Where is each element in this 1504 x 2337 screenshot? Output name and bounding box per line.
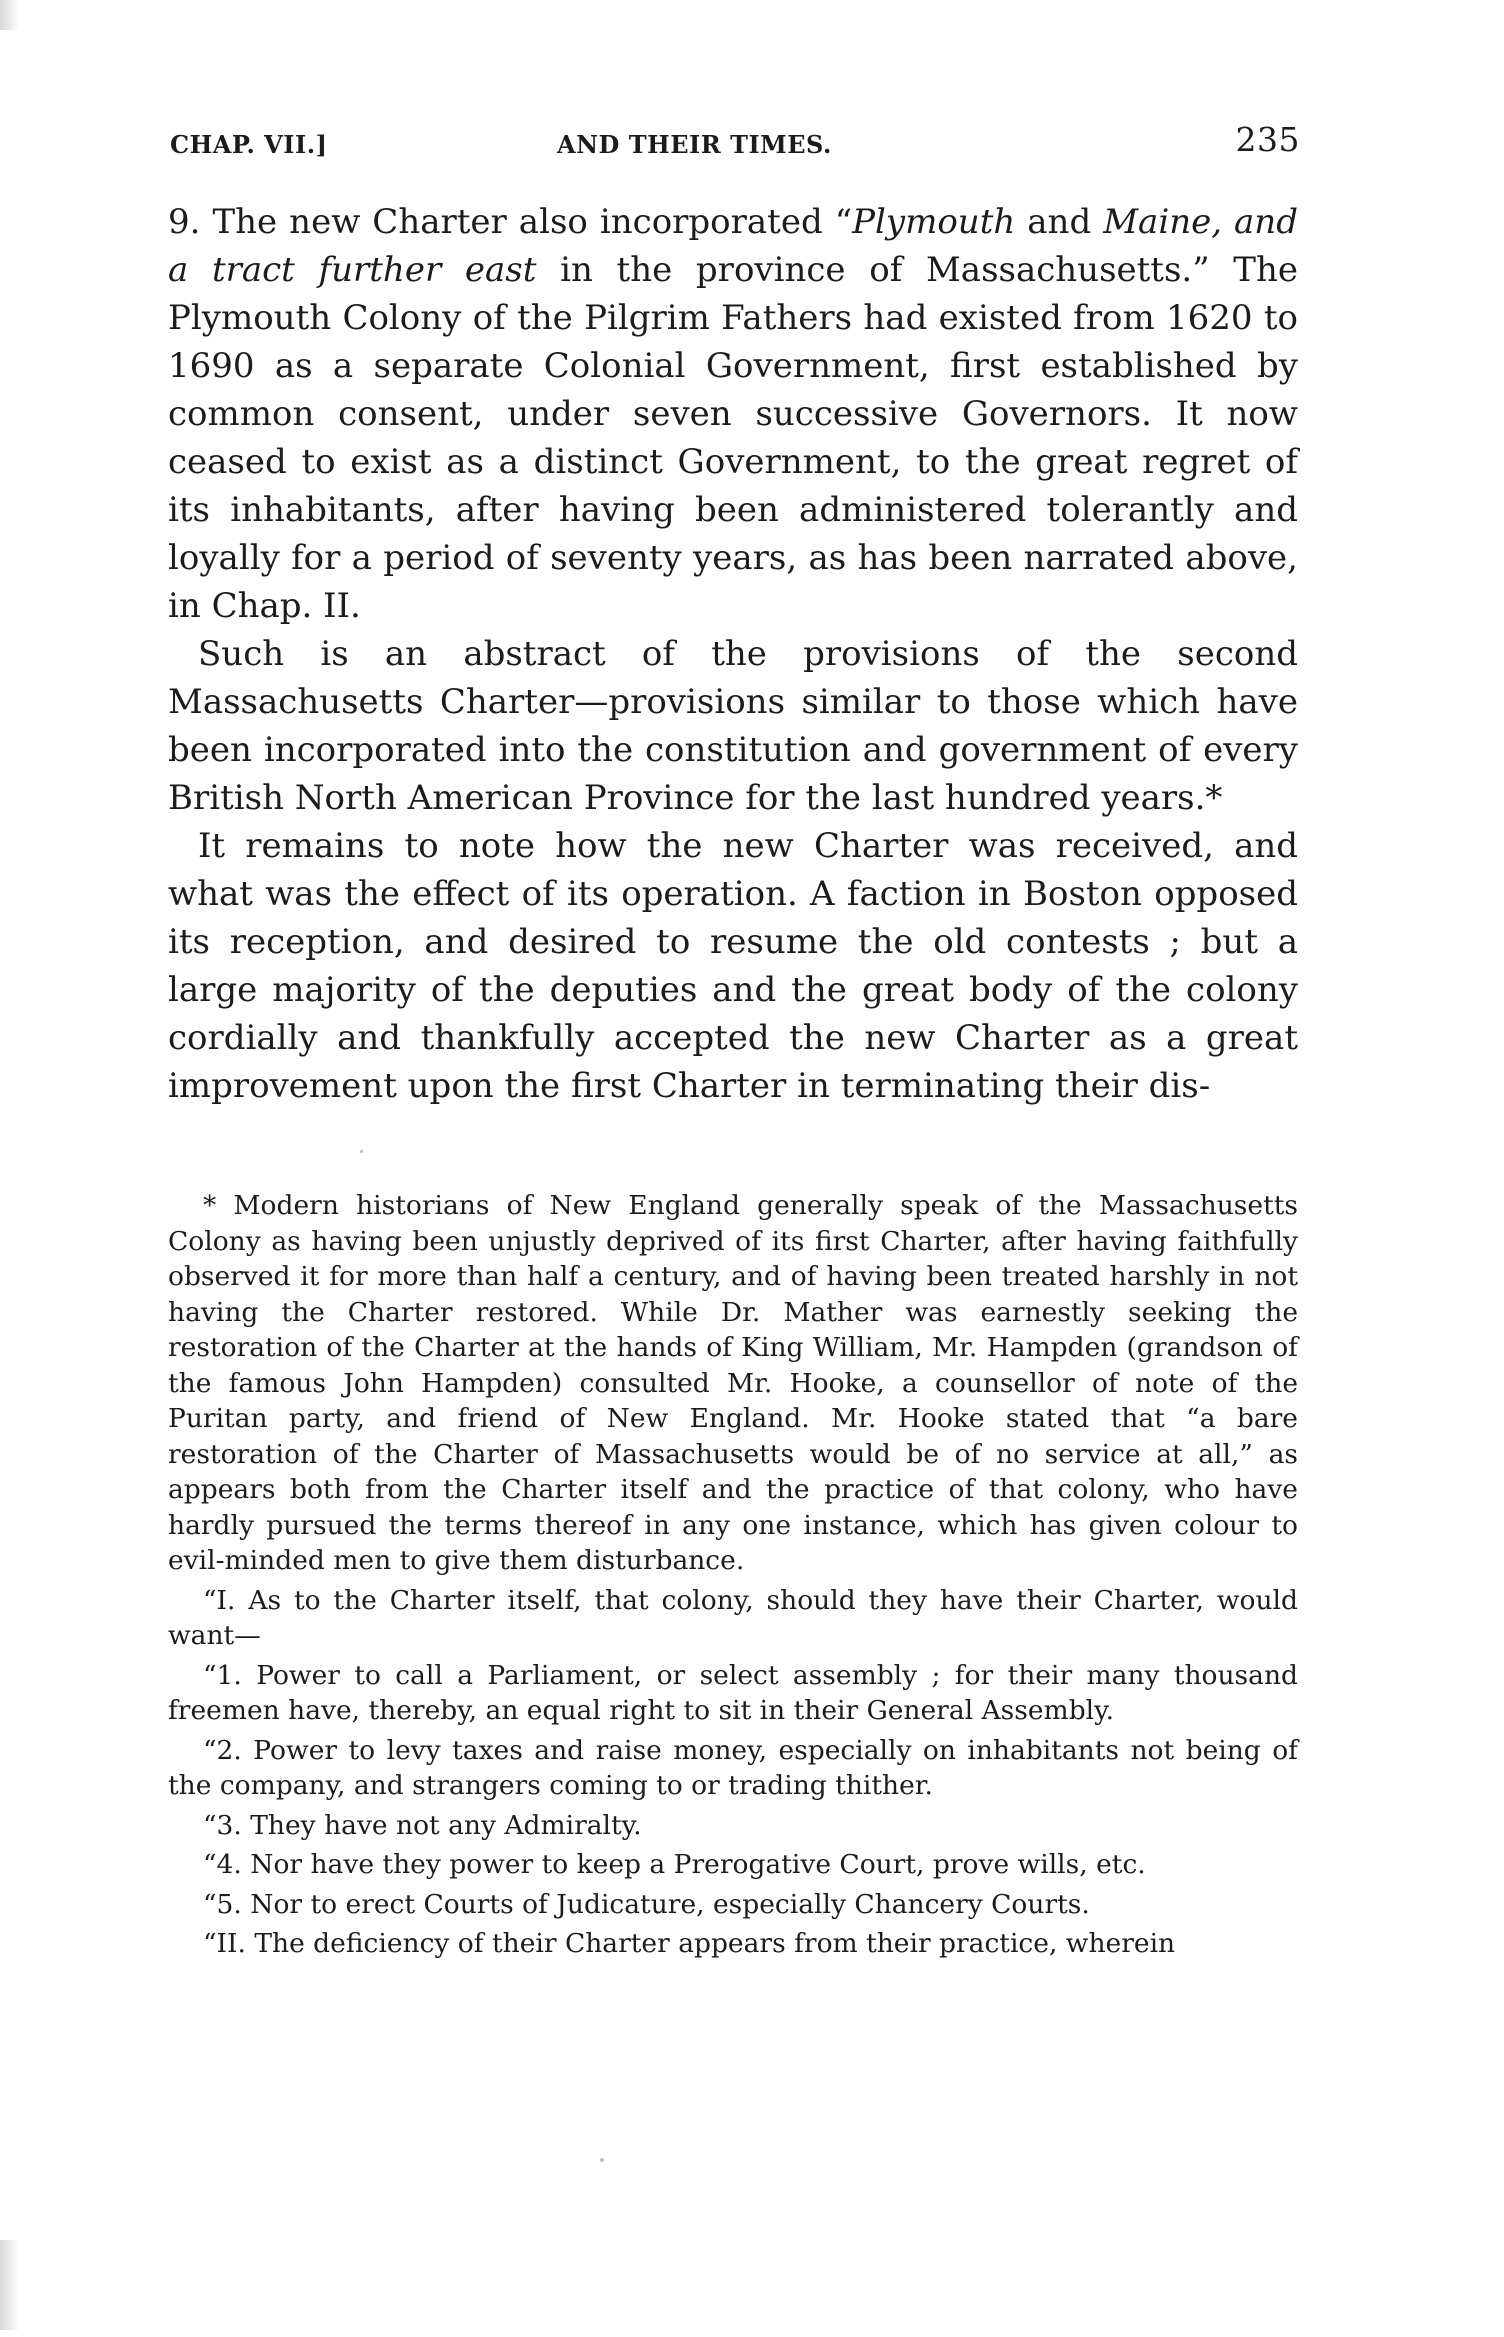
chapter-header: CHAP. VII.]: [170, 130, 328, 159]
running-header: [170, 120, 1300, 170]
running-title: AND THEIR TIMES.: [557, 130, 832, 159]
scan-edge-shadow: [0, 2240, 20, 2330]
footnote-item-2: “2. Power to levy taxes and raise money, especially on inhabitants not being of the company, and strangers coming to or trading thither.: [168, 1734, 1298, 1801]
footnote-item-3: “3. They have not any Admiralty.: [203, 1809, 642, 1841]
page-number: 235: [1235, 120, 1300, 159]
scan-edge-shadow: [0, 0, 20, 30]
paragraph-9-lead: 9. The new Charter also incorporated “: [168, 202, 853, 242]
paragraph-reception: It remains to note how the new Charter was received, and what was the effect of its operation. A faction in Boston opposed its reception, and desired to resume the old contests ; but a large majority of the deputies and the great body of the colony cordially and thankfully accepted the new Charter as a great improvement upon the first Charter in terminating their dis-: [168, 826, 1298, 1106]
footnote-main: * Modern historians of New England generally speak of the Massachusetts Colony as having been unjustly deprived of its first Charter, after having faithfully observed it for more than half a century, and of having been treated harshly in not having the Charter restored. While Dr. Mather was earnestly seeking the restoration of the Charter at the hands of King William, Mr. Hampden (grandson of the famous John Hampden) consulted Mr. Hooke, a counsellor of note of the Puritan party, and friend of New England. Mr. Hooke stated that “a bare restoration of the Charter of Massachusetts would be of no service at all,” as appears both from the Charter itself and the practice of that colony, who have hardly pursued the terms thereof in any one instance, which has given colour to evil-minded men to give them disturbance.: [168, 1190, 1298, 1576]
italic-maine-tract: Maine, and a tract further east: [168, 202, 1298, 290]
footnote-item-4: “4. Nor have they power to keep a Prerogative Court, prove wills, etc.: [203, 1849, 1146, 1880]
italic-plymouth: Plymouth: [852, 202, 1016, 242]
paragraph-9-rest: in the province of Massachusetts.” The Plymouth Colony of the Pilgrim Fathers had existed from 1620 to 1690 as a separate Colonial Government, first established by common consent, under seven successive Governors. It now ceased to exist as a distinct Government, to the great regret of its inhabitants, after having been administered tolerantly and loyally for a period of seventy years, as has been narrated above, in Chap. II.: [168, 250, 1298, 626]
footnote-item-5: “5. Nor to erect Courts of Judicature, especially Chancery Courts.: [203, 1888, 1090, 1920]
footnote-item-I: “I. As to the Charter itself, that colony, should they have their Charter, would want—: [168, 1584, 1298, 1651]
scan-speck: [360, 1150, 363, 1153]
scan-speck: [600, 2158, 604, 2162]
paragraph-abstract: Such is an abstract of the provisions of the second Massachusetts Charter—provisions similar to those which have been incorporated into the constitution and government of every British North American Province for the last hundred years.*: [168, 634, 1298, 818]
footnote-item-II: “II. The deficiency of their Charter appears from their practice, wherein: [203, 1928, 1176, 1959]
footnote-block: [168, 1188, 1298, 1962]
paragraph-9-and: and: [1015, 202, 1104, 242]
footnote-item-1: “1. Power to call a Parliament, or select assembly ; for their many thousand freemen have, thereby, an equal right to sit in their General Assembly.: [168, 1659, 1298, 1726]
main-body-text: [168, 198, 1298, 1110]
paragraph-9: [168, 198, 1298, 630]
